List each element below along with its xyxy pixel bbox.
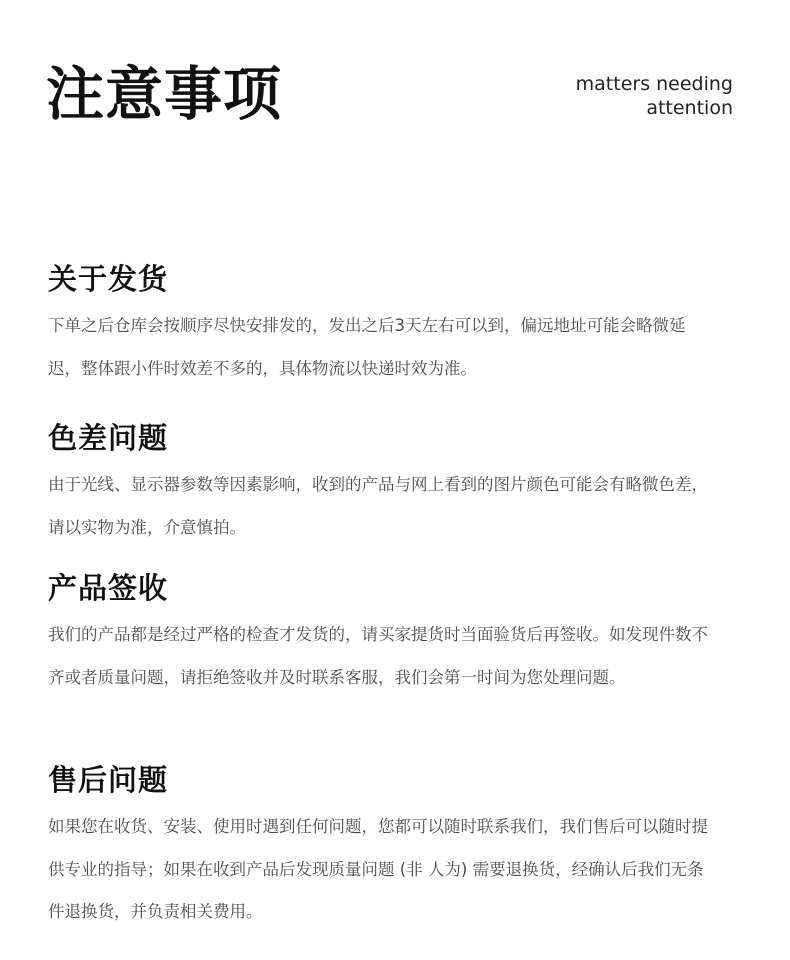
- section-heading: 关于发货: [48, 262, 169, 296]
- section-heading: 售后问题: [48, 763, 169, 797]
- section-body: 我们的产品都是经过严格的检查才发货的，请买家提货时当面验货后再签收。如发现件数不齐或者质量问题，请拒绝签收并及时联系客服，我们会第一时间为您处理问题。: [48, 625, 708, 687]
- section-heading: 产品签收: [48, 571, 169, 605]
- section-shipping: [48, 259, 728, 390]
- section-body: 下单之后仓库会按顺序尽快安排发的，发出之后3天左右可以到，偏远地址可能会略微延迟，整体跟小件时效差不多的，具体物流以快递时效为准。: [48, 316, 686, 378]
- english-subtitle: [576, 72, 733, 120]
- subtitle-line-2: attention: [646, 97, 733, 119]
- subtitle-line-1: matters needing: [575, 73, 733, 95]
- section-product-signing: [48, 568, 728, 699]
- section-body: 由于光线、显示器参数等因素影响，收到的产品与网上看到的图片颜色可能会有略微色差，请以实物为准，介意慎拍。: [48, 475, 708, 537]
- section-body: 如果您在收货、安装、使用时遇到任何问题，您都可以随时联系我们，我们售后可以随时提供专业的指导；如果在收到产品后发现质量问题 (非 人为) 需要退换货，经确认后我们无条件退换货，并负责相关费用。: [48, 817, 708, 921]
- section-color-difference: [48, 418, 728, 549]
- page-title: 注意事项: [46, 60, 283, 128]
- section-heading: 色差问题: [48, 421, 169, 455]
- section-after-sales: [48, 760, 728, 934]
